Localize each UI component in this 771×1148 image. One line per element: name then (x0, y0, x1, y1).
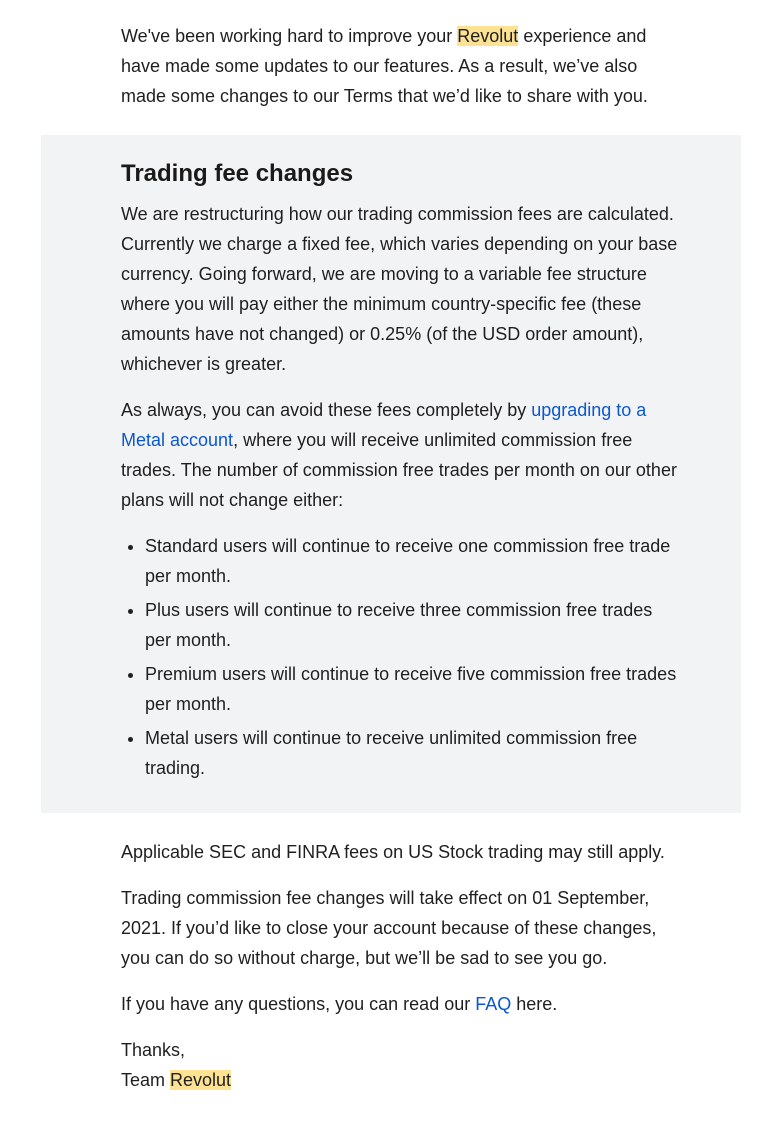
panel-content (121, 155, 681, 787)
list-item-metal: • Metal users will continue to receive unlimited commission free trading. (145, 723, 681, 783)
thanks-text: Thanks, (121, 1040, 186, 1060)
team-text: Team (121, 1070, 171, 1090)
faq-link[interactable]: FAQ (475, 994, 512, 1014)
trading-fee-panel (41, 135, 741, 813)
upgrade-metal-link[interactable]: upgrading to a Metal account (121, 400, 647, 450)
closing-section (121, 837, 681, 1095)
section-heading: Trading fee changes (121, 160, 354, 187)
effective-date-paragraph: Trading commission fee changes will take effect on 01 September, 2021. If you’d like to close your account because of these changes, you can do so without charge, but we’ll be sad to see you go. (121, 888, 657, 968)
intro-text-after: experience and have made some updates to our features. As a result, we’ve also made some changes to our Terms that we’d like to share with you. (121, 26, 648, 106)
intro-paragraph (121, 21, 681, 111)
metal-paragraph (121, 395, 681, 515)
plan-list (121, 531, 681, 783)
list-item-standard: • Standard users will continue to receive one commission free trade per month. (145, 531, 681, 591)
faq-text-before: If you have any questions, you can read our (121, 994, 476, 1014)
brand-highlight-signoff: Revolut (170, 1070, 232, 1090)
list-item-premium: • Premium users will continue to receive five commission free trades per month. (145, 659, 681, 719)
list-item-plus: • Plus users will continue to receive three commission free trades per month. (145, 595, 681, 655)
faq-paragraph (121, 989, 681, 1019)
metal-text-after: , where you will receive unlimited commission free trades. The number of commission free trades per month on our other plans will not change either: (121, 430, 677, 510)
brand-highlight: Revolut (457, 26, 519, 46)
sec-finra-note: Applicable SEC and FINRA fees on US Stock trading may still apply. (121, 842, 665, 862)
faq-text-after: here. (511, 994, 558, 1014)
intro-text-before: We've been working hard to improve your (121, 26, 458, 46)
metal-text-before: As always, you can avoid these fees completely by (121, 400, 532, 420)
sign-off (121, 1035, 681, 1095)
fee-structure-paragraph: We are restructuring how our trading commission fees are calculated. Currently we charge a fixed fee, which varies depending on your base currency. Going forward, we are moving to a variable fee structure where you will pay either the minimum country-specific fee (these amounts have not changed) or 0.25% (of the USD order amount), whichever is greater. (121, 204, 678, 374)
